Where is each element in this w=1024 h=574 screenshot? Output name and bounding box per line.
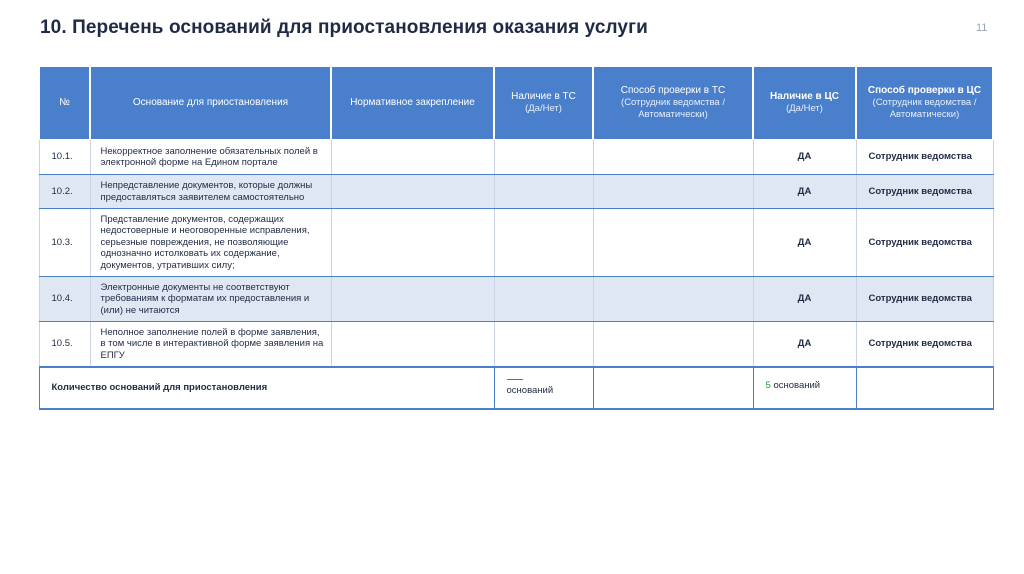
table-row	[39, 277, 993, 322]
row-norm	[331, 209, 494, 277]
summary-cs-count-text: оснований	[773, 379, 821, 391]
suspension-grounds-table	[38, 66, 994, 410]
summary-ts-method	[593, 367, 753, 409]
row-norm	[331, 140, 494, 175]
row-norm	[331, 322, 494, 367]
row-ts-method	[593, 322, 753, 367]
summary-cs-count	[753, 367, 856, 409]
page-number: 11	[976, 22, 988, 34]
header-reason: Основание для приостановления	[90, 67, 331, 140]
row-cs-presence: ДА	[753, 322, 856, 367]
header-norm: Нормативное закрепление	[331, 67, 494, 140]
row-ts-presence	[494, 209, 593, 277]
row-ts-presence	[494, 322, 593, 367]
placeholder-dash	[507, 379, 523, 381]
row-reason: Представление документов, содержащих недостоверные и неоговоренные исправления, серьезные повреждения, не позволяющие однозначно истолковать их содержание, документов, утративших силу;	[90, 209, 331, 277]
header-cs-method: Способ проверки в ЦС (Сотрудник ведомства / Автоматически)	[856, 67, 993, 140]
row-cs-presence: ДА	[753, 209, 856, 277]
row-num: 10.3.	[39, 209, 90, 277]
summary-ts-count	[494, 367, 593, 409]
row-reason: Неполное заполнение полей в форме заявления, в том числе в интерактивной форме заявления на ЕПГУ	[90, 322, 331, 367]
row-norm	[331, 175, 494, 209]
row-ts-presence	[494, 175, 593, 209]
row-ts-method	[593, 140, 753, 175]
row-ts-method	[593, 209, 753, 277]
summary-row	[39, 367, 993, 409]
row-cs-presence: ДА	[753, 140, 856, 175]
row-reason: Некорректное заполнение обязательных полей в электронной форме на Едином портале	[90, 140, 331, 175]
row-cs-method: Сотрудник ведомства	[856, 209, 993, 277]
row-cs-method: Сотрудник ведомства	[856, 175, 993, 209]
row-num: 10.1.	[39, 140, 90, 175]
row-reason: Непредставление документов, которые должны предоставляться заявителем самостоятельно	[90, 175, 331, 209]
summary-cs-method	[856, 367, 993, 409]
slide-title: 10. Перечень оснований для приостановления оказания услуги	[40, 17, 648, 38]
header-cs-presence: Наличие в ЦС (Да/Нет)	[753, 67, 856, 140]
row-cs-method: Сотрудник ведомства	[856, 277, 993, 322]
row-num: 10.5.	[39, 322, 90, 367]
row-num: 10.4.	[39, 277, 90, 322]
row-reason: Электронные документы не соответствуют требованиям к форматам их предоставления и (или) не читаются	[90, 277, 331, 322]
row-ts-presence	[494, 277, 593, 322]
row-num: 10.2.	[39, 175, 90, 209]
row-cs-method: Сотрудник ведомства	[856, 322, 993, 367]
summary-label: Количество оснований для приостановления	[39, 367, 494, 409]
table-row	[39, 175, 993, 209]
row-ts-method	[593, 175, 753, 209]
table-row	[39, 140, 993, 175]
row-ts-presence	[494, 140, 593, 175]
row-norm	[331, 277, 494, 322]
row-cs-presence: ДА	[753, 277, 856, 322]
header-num: №	[39, 67, 90, 140]
row-ts-method	[593, 277, 753, 322]
table-row	[39, 209, 993, 277]
summary-ts-count-text: оснований	[506, 385, 554, 396]
summary-cs-count-number: 5	[765, 379, 771, 391]
header-ts-method: Способ проверки в ТС (Сотрудник ведомства / Автоматически)	[593, 67, 753, 140]
table-header-row	[39, 67, 993, 140]
table-row	[39, 322, 993, 367]
row-cs-method: Сотрудник ведомства	[856, 140, 993, 175]
header-ts-presence: Наличие в ТС (Да/Нет)	[494, 67, 593, 140]
row-cs-presence: ДА	[753, 175, 856, 209]
